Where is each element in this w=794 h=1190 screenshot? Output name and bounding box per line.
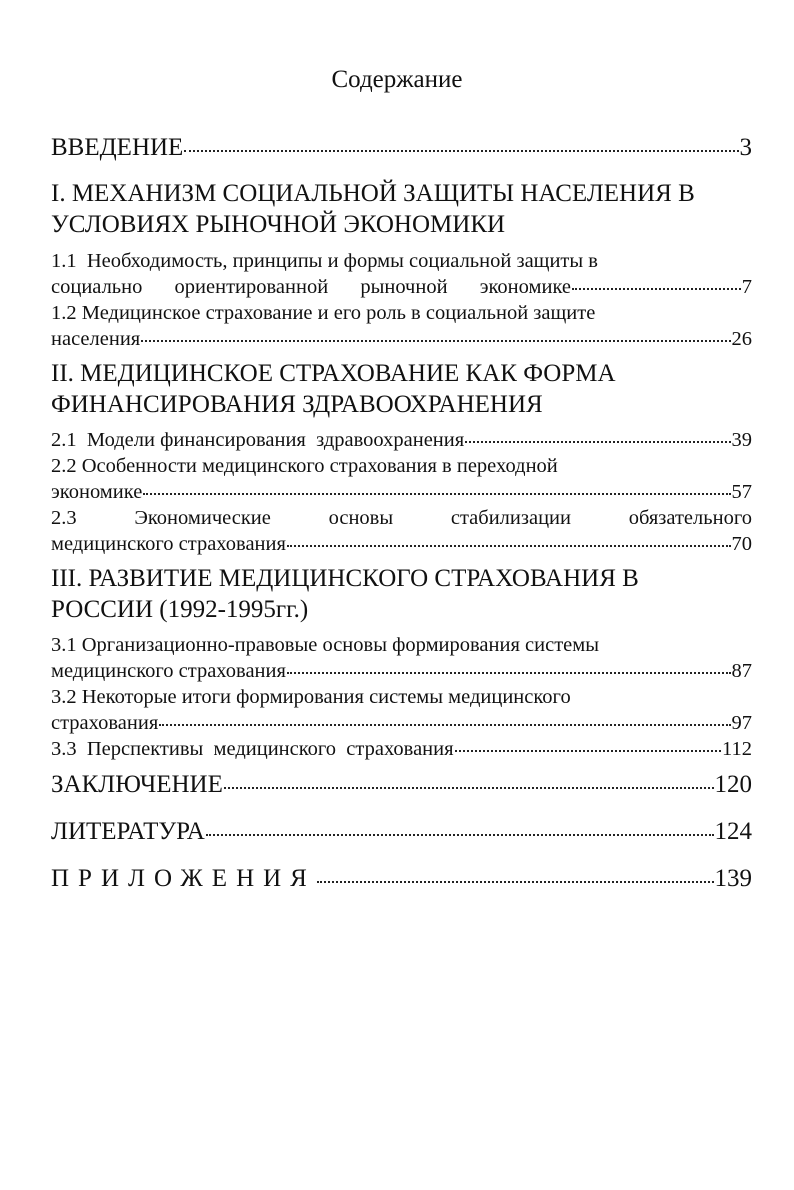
toc-entry-label: 3.3 Перспективы медицинского страхования: [51, 738, 454, 760]
leader-dots: [287, 672, 731, 674]
toc-page-number: 120: [714, 771, 752, 798]
word: рыночной: [360, 276, 448, 298]
toc-subsection-2-2-line1: 2.2 Особенности медицинского страхования в переходной: [51, 455, 558, 477]
toc-entry-label: ПРИЛОЖЕНИЯ: [51, 865, 316, 892]
toc-page-number: 87: [731, 660, 752, 682]
leader-dots: [143, 493, 730, 495]
toc-subsection-2-2-line2: [51, 479, 752, 505]
toc-entry-label: медицинского страхования: [51, 533, 286, 555]
leader-dots: [224, 787, 714, 789]
toc-subsection-3-2-line1: 3.2 Некоторые итоги формирования системы медицинского: [51, 686, 571, 708]
leader-dots: [159, 724, 730, 726]
chapter-heading-line: II. МЕДИЦИНСКОЕ СТРАХОВАНИЕ КАК ФОРМА: [51, 360, 616, 387]
section-title-text: Необходимость, принципы и формы социальной защиты в: [86, 250, 598, 272]
toc-page-number: 124: [714, 818, 752, 845]
toc-entry-conclusion: [51, 768, 752, 802]
toc-page-number: 112: [722, 738, 752, 760]
leader-dots: [206, 834, 714, 836]
toc-entry-literature: [51, 815, 752, 849]
toc-page-number: 39: [731, 429, 752, 451]
toc-page-number: 70: [731, 533, 752, 555]
toc-entry-label: страхования: [51, 712, 159, 734]
toc-subsection-3-2-line2: [51, 710, 752, 736]
toc-page-number: 139: [714, 865, 752, 892]
word: экономике: [479, 276, 571, 298]
toc-page-number: 3: [739, 134, 752, 161]
toc-page-number: 97: [731, 712, 752, 734]
section-number: 1.1: [51, 250, 77, 272]
word: стабилизации: [450, 507, 571, 529]
toc-entry-label: медицинского страхования: [51, 660, 286, 682]
toc-entry-label: экономике: [51, 481, 143, 503]
toc-entry-label: ЗАКЛЮЧЕНИЕ: [51, 771, 223, 798]
toc-page-number: 26: [731, 328, 752, 350]
toc-entry-label: [51, 274, 571, 300]
leader-dots: [465, 441, 730, 443]
toc-subsection-1-2-line1: 1.2 Медицинское страхование и его роль в социальной защите: [51, 302, 596, 324]
toc-entry-appendix: [51, 862, 752, 896]
toc-entry-label: населения: [51, 328, 141, 350]
toc-entry-label: ВВЕДЕНИЕ: [51, 134, 184, 161]
chapter-3-heading: [51, 563, 752, 625]
word: социально: [51, 276, 143, 298]
leader-dots: [287, 545, 731, 547]
toc-subsection-3-1-line2: [51, 658, 752, 684]
toc-subsection-1-2-line2: [51, 326, 752, 352]
toc-page-number: 57: [731, 481, 752, 503]
toc-subsection-1-1-line2: [51, 274, 752, 300]
leader-dots: [455, 750, 721, 752]
leader-dots: [317, 881, 714, 883]
toc-entry-label: 2.1 Модели финансирования здравоохранения: [51, 429, 465, 451]
chapter-heading-line: УСЛОВИЯХ РЫНОЧНОЙ ЭКОНОМИКИ: [51, 211, 506, 238]
word: ориентированной: [174, 276, 329, 298]
toc-subsection-2-1: [51, 427, 752, 453]
toc-subsection-2-3-line2: [51, 531, 752, 557]
toc-subsection-1-1-line1: [51, 248, 752, 274]
chapter-heading-line: ФИНАНСИРОВАНИЯ ЗДРАВООХРАНЕНИЯ: [51, 391, 543, 418]
toc-entry-introduction: [51, 131, 752, 165]
leader-dots: [141, 340, 730, 342]
leader-dots: [184, 150, 738, 152]
chapter-heading-line: III. РАЗВИТИЕ МЕДИЦИНСКОГО СТРАХОВАНИЯ В: [51, 565, 639, 592]
chapter-heading-line: I. МЕХАНИЗМ СОЦИАЛЬНОЙ ЗАЩИТЫ НАСЕЛЕНИЯ В: [51, 180, 695, 207]
toc-subsection-2-3-line1: [51, 505, 752, 531]
toc-subsection-3-3: [51, 736, 752, 762]
word: Экономические: [134, 507, 271, 529]
word: основы: [328, 507, 394, 529]
chapter-heading-line: РОССИИ (1992-1995гг.): [51, 596, 309, 623]
leader-dots: [572, 288, 741, 290]
toc-subsection-3-1-line1: 3.1 Организационно-правовые основы формирования системы: [51, 634, 599, 656]
chapter-2-heading: [51, 358, 752, 420]
toc-page-number: 7: [741, 276, 752, 298]
chapter-1-heading: [51, 178, 752, 240]
page-title: Содержание: [331, 66, 463, 93]
word: 2.3: [51, 507, 77, 529]
word: обязательного: [628, 507, 752, 529]
toc-entry-label: ЛИТЕРАТУРА: [51, 818, 205, 845]
